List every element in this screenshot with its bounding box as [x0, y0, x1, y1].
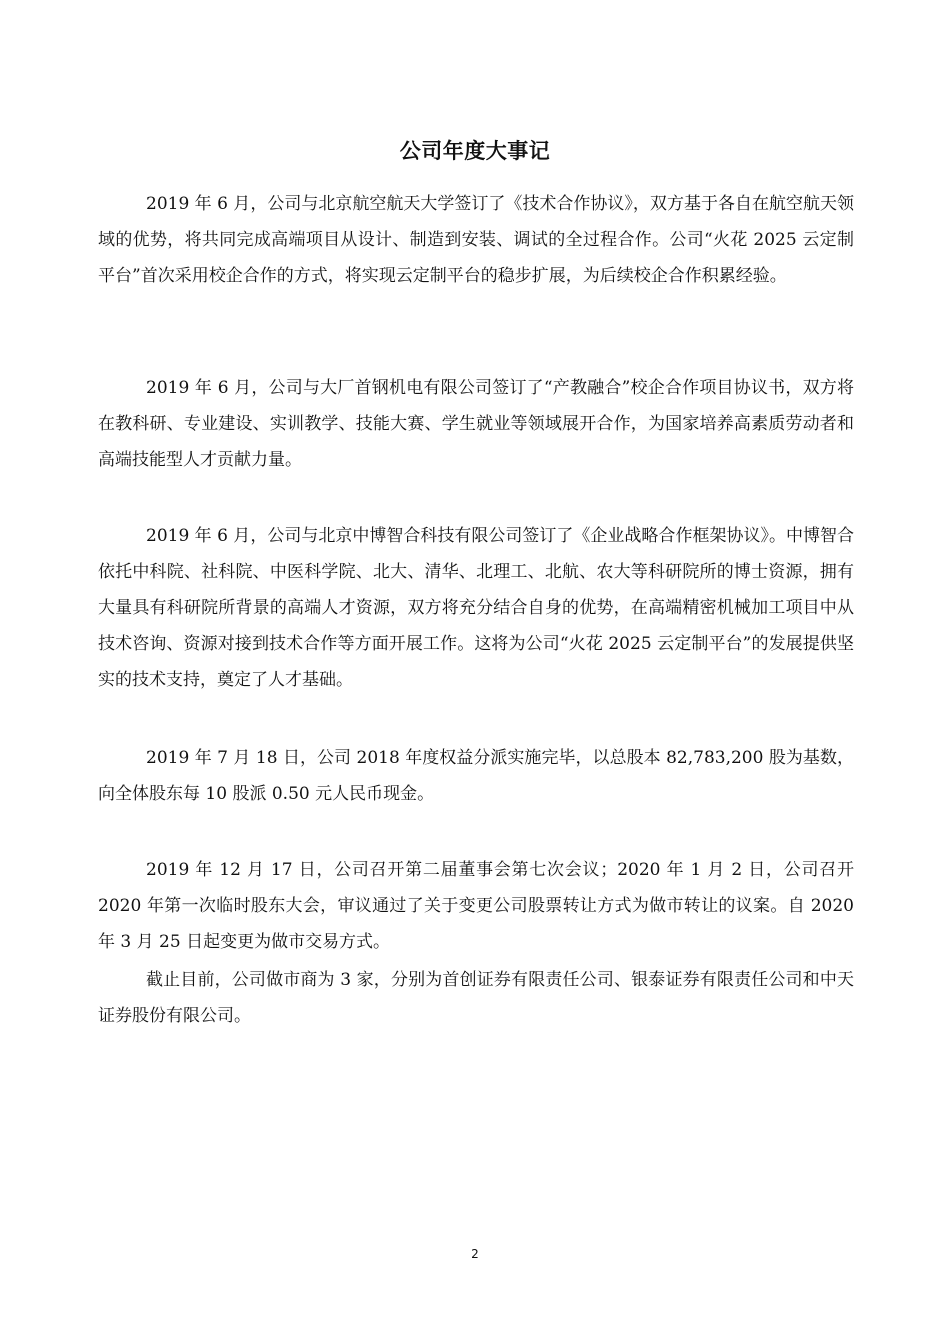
event-paragraph-1: 2019 年 6 月，公司与北京航空航天大学签订了《技术合作协议》，双方基于各自在航空航天领域的优势，将共同完成高端项目从设计、制造到安装、调试的全过程合作。公司“火花 2025 云定制平台”首次采用校企合作的方式，将实现云定制平台的稳步扩展，为后续校企合作积累经验。: [98, 194, 854, 286]
page-number: 2: [471, 1247, 479, 1261]
event-paragraph-3: 2019 年 6 月，公司与北京中博智合科技有限公司签订了《企业战略合作框架协议》。中博智合依托中科院、社科院、中医科学院、北大、清华、北理工、北航、农大等科研院所的博士资源，拥有大量具有科研院所背景的高端人才资源，双方将充分结合自身的优势，在高端精密机械加工项目中从技术咨询、资源对接到技术合作等方面开展工作。这将为公司“火花 2025 云定制平台”的发展提供坚实的技术支持，奠定了人才基础。: [98, 526, 854, 690]
event-paragraph-2: 2019 年 6 月，公司与大厂首钢机电有限公司签订了“产教融合”校企合作项目协议书，双方将在教科研、专业建设、实训教学、技能大赛、学生就业等领域展开合作，为国家培养高素质劳动者和高端技能型人才贡献力量。: [98, 378, 854, 470]
event-paragraph-4: 2019 年 7 月 18 日，公司 2018 年度权益分派实施完毕，以总股本 82,783,200 股为基数，向全体股东每 10 股派 0.50 元人民币现金。: [98, 748, 854, 804]
event-paragraph-5: 2019 年 12 月 17 日，公司召开第二届董事会第七次会议；2020 年 1 月 2 日，公司召开 2020 年第一次临时股东大会，审议通过了关于变更公司股票转让方式为做市转让的议案。自 2020 年 3 月 25 日起变更为做市交易方式。: [98, 860, 854, 952]
event-paragraph-6: 截止目前，公司做市商为 3 家，分别为首创证券有限责任公司、银泰证券有限责任公司和中天证券股份有限公司。: [98, 970, 854, 1026]
page-title: 公司年度大事记: [399, 139, 551, 163]
